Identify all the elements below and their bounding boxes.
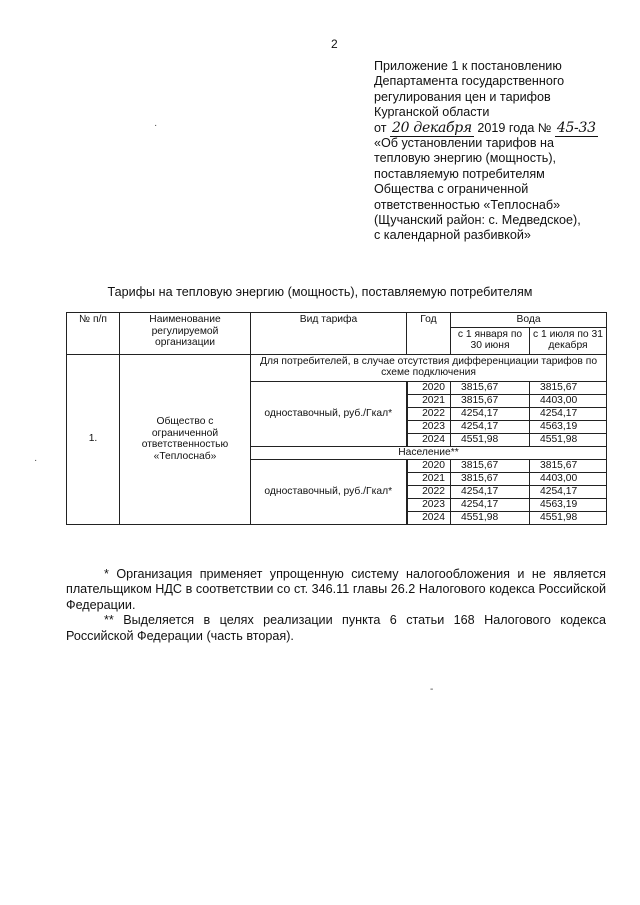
appendix-line: Департамента государственного — [374, 74, 565, 89]
footnotes — [66, 567, 606, 644]
value-cell: 3815,67 — [451, 381, 530, 394]
row-number: 1. — [67, 354, 120, 524]
value-cell: 4551,98 — [530, 511, 607, 524]
header-period-1: с 1 января по 30 июня — [451, 327, 530, 354]
year-cell: 2024 — [407, 433, 451, 446]
group2-tariff: одноставочный, руб./Гкал* — [251, 459, 407, 524]
year-cell: 2020 — [407, 381, 451, 394]
header-year: Год — [407, 313, 451, 355]
value-cell: 4254,17 — [530, 485, 607, 498]
value-cell: 4254,17 — [451, 420, 530, 433]
value-cell: 4254,17 — [451, 485, 530, 498]
appendix-subject: с календарной разбивкой» — [374, 228, 531, 243]
date-prefix: от — [374, 120, 387, 135]
appendix-line: регулирования цен и тарифов — [374, 89, 551, 104]
appendix-subject: ответственностью «Теплоснаб» — [374, 197, 561, 212]
value-cell: 4403,00 — [530, 472, 607, 485]
header-num: № п/п — [67, 313, 120, 355]
value-cell: 4254,17 — [451, 498, 530, 511]
footnote-1: * Организация применяет упрощенную систему налогообложения и не является плательщиком НДС в соответствии со ст. 346.11 главы 26.2 Налогового кодекса Российской Федерации. — [66, 567, 606, 612]
value-cell: 4254,17 — [451, 407, 530, 420]
value-cell: 4563,19 — [530, 420, 607, 433]
year-cell: 2022 — [407, 407, 451, 420]
value-cell: 4563,19 — [530, 498, 607, 511]
scan-mark: · — [34, 455, 38, 466]
year-cell: 2021 — [407, 472, 451, 485]
group-title-row — [67, 354, 607, 381]
value-cell: 4551,98 — [530, 433, 607, 446]
appendix-line: Курганской области — [374, 105, 490, 120]
header-org-name: Наименование регулируемой организации — [120, 313, 251, 355]
year-cell: 2024 — [407, 511, 451, 524]
header-period-2: с 1 июля по 31 декабря — [530, 327, 607, 354]
value-cell: 3815,67 — [530, 459, 607, 472]
value-cell: 3815,67 — [451, 394, 530, 407]
header-row — [67, 313, 607, 328]
appendix-subject: поставляемую потребителям — [374, 166, 545, 181]
tariff-table — [66, 312, 607, 525]
appendix-line: Приложение 1 к постановлению — [374, 59, 562, 73]
appendix-subject: (Щучанский район: с. Медведское), — [374, 213, 581, 228]
appendix-subject: «Об установлении тарифов на — [374, 136, 555, 151]
appendix-subject: тепловую энергию (мощность), — [374, 151, 557, 166]
page-number: 2 — [331, 37, 338, 51]
value-cell: 4403,00 — [530, 394, 607, 407]
value-cell: 4551,98 — [451, 511, 530, 524]
date-year: 2019 года № — [477, 120, 552, 135]
organization-name: Общество с ограниченной ответственностью «Теплоснаб» — [120, 354, 251, 524]
appendix-subject: Общества с ограниченной — [374, 182, 529, 197]
footnote-2: ** Выделяется в целях реализации пункта 6 статьи 168 Налогового кодекса Российской Федерации (часть вторая). — [66, 613, 606, 643]
scan-mark: · — [154, 120, 158, 131]
header-tariff-type: Вид тарифа — [251, 313, 407, 355]
header-water: Вода — [451, 313, 607, 328]
value-cell: 4551,98 — [451, 433, 530, 446]
year-cell: 2020 — [407, 459, 451, 472]
year-cell: 2023 — [407, 498, 451, 511]
group2-title: Население** — [251, 446, 607, 459]
value-cell: 3815,67 — [451, 459, 530, 472]
appendix-date-line — [374, 121, 624, 136]
group1-tariff: одноставочный, руб./Гкал* — [251, 381, 407, 446]
scan-mark: - — [430, 684, 434, 695]
year-cell: 2023 — [407, 420, 451, 433]
appendix-block — [374, 59, 624, 244]
year-cell: 2022 — [407, 485, 451, 498]
value-cell: 3815,67 — [530, 381, 607, 394]
value-cell: 3815,67 — [451, 472, 530, 485]
group1-title: Для потребителей, в случае отсутствия дифференциации тарифов по схеме подключения — [251, 354, 607, 381]
table-title: Тарифы на тепловую энергию (мощность), поставляемую потребителям — [107, 285, 533, 299]
year-cell: 2021 — [407, 394, 451, 407]
value-cell: 4254,17 — [530, 407, 607, 420]
handwritten-number: 45-33 — [556, 119, 596, 136]
handwritten-date: 20 декабря — [392, 119, 472, 136]
